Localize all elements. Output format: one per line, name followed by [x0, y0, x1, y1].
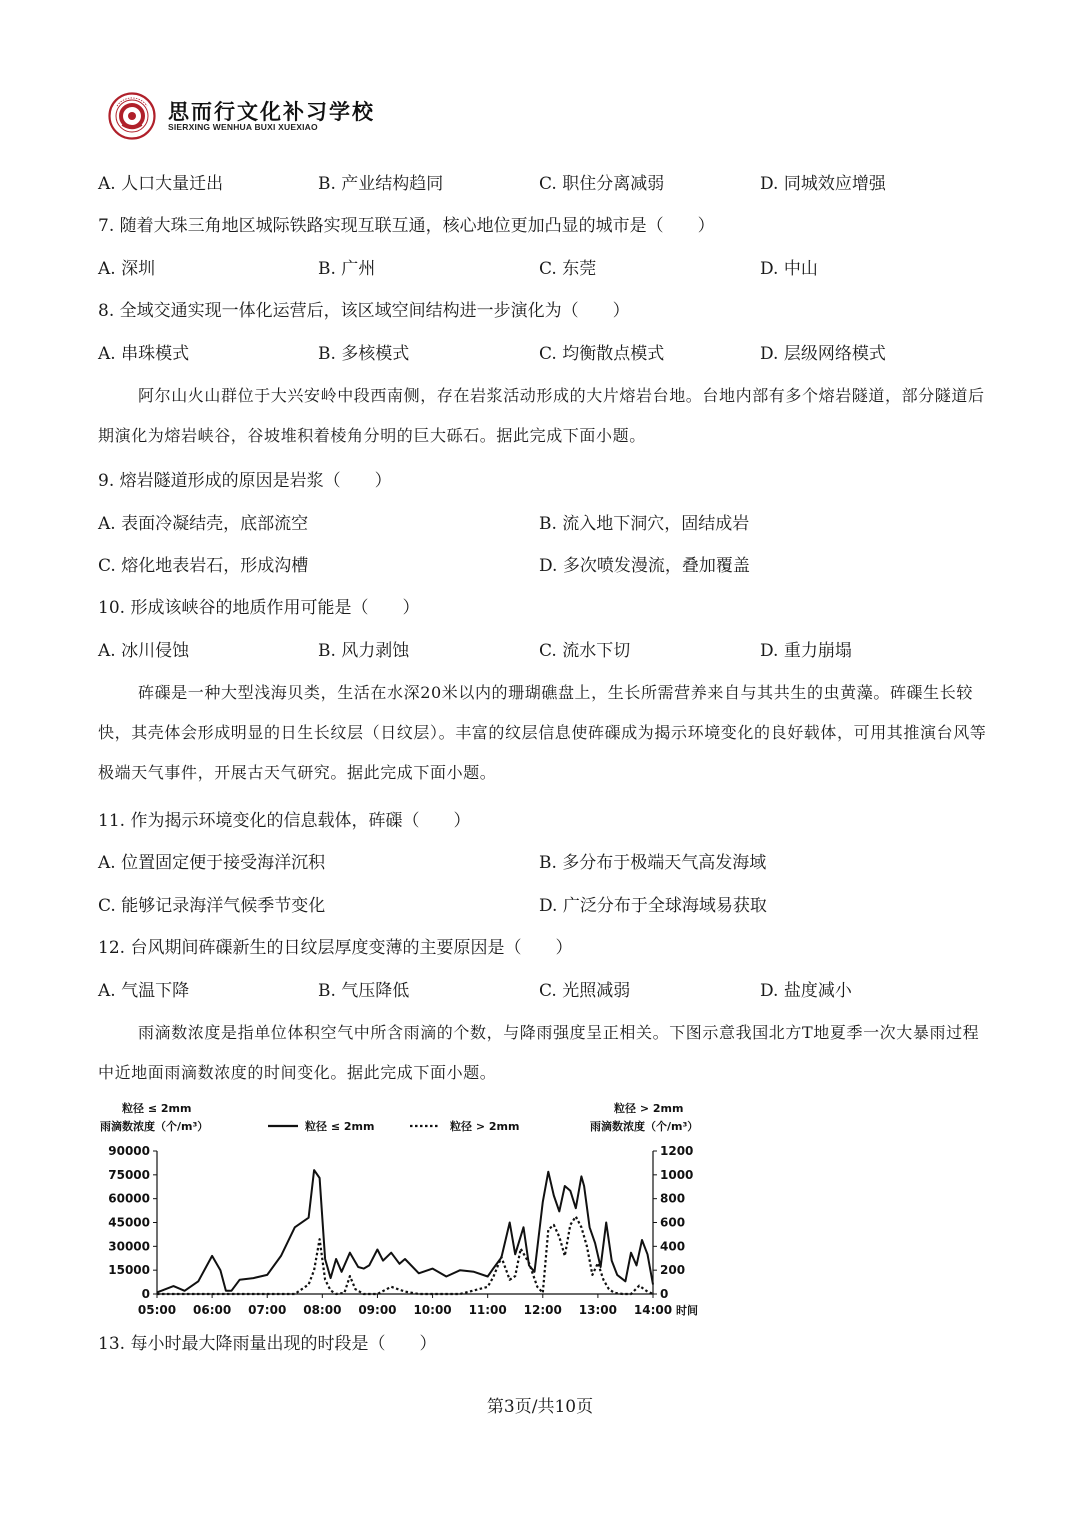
- q8-option-d: D. 层级网络模式: [760, 344, 886, 364]
- school-name: 思而行文化补习学校: [168, 100, 375, 124]
- right-y-tick-label: 0: [660, 1287, 669, 1301]
- q8-option-c: C. 均衡散点模式: [539, 344, 665, 364]
- q6-option-d: D. 同城效应增强: [760, 174, 886, 194]
- q7-option-a: A. 深圳: [98, 259, 156, 279]
- q12-option-b: B. 气压降低: [318, 981, 410, 1001]
- passage-giant-clam: 砗磲是一种大型浅海贝类，生活在水深20米以内的珊瑚礁盘上，生长所需营养来自与其共生的虫黄藻。砗磲生长较快，其壳体会形成明显的日生长纹层（日纹层）。丰富的纹层信息使砗磲成为揭示环境变化的良好载体，可用其推演台风等极端天气事件，开展古天气研究。据此完成下面小题。: [98, 683, 987, 782]
- series-line-large-drops: [157, 1217, 653, 1295]
- x-tick-label: 14:00: [633, 1303, 673, 1317]
- q10-option-a: A. 冰川侵蚀: [98, 641, 190, 661]
- q7-option-d: D. 中山: [760, 259, 818, 279]
- q11-option-c: C. 能够记录海洋气候季节变化: [98, 896, 326, 916]
- q7-stem: 7. 随着大珠三角地区城际铁路实现互联互通，核心地位更加凸显的城市是（ ）: [98, 216, 715, 236]
- q10-option-d: D. 重力崩塌: [760, 641, 852, 661]
- q11-option-d: D. 广泛分布于全球海域易获取: [539, 896, 767, 916]
- page-number: 第3页/共10页: [486, 1397, 594, 1417]
- right-y-tick-label: 1200: [660, 1144, 694, 1158]
- q6-option-a: A. 人口大量迁出: [98, 174, 224, 194]
- raindrop-concentration-chart: [92, 1096, 722, 1326]
- q10-stem: 10. 形成该峡谷的地质作用可能是（ ）: [98, 598, 420, 618]
- q12-option-d: D. 盐度减小: [760, 981, 852, 1001]
- q9-option-d: D. 多次喷发漫流，叠加覆盖: [539, 556, 750, 576]
- q8-stem: 8. 全域交通实现一体化运营后，该区域空间结构进一步演化为（ ）: [98, 301, 630, 321]
- right-y-tick-label: 400: [660, 1239, 686, 1254]
- x-tick-label: 05:00: [137, 1303, 177, 1317]
- q13-stem: 13. 每小时最大降雨量出现的时段是（ ）: [98, 1334, 437, 1354]
- left-y-tick-label: 90000: [108, 1144, 150, 1158]
- passage-lava-tunnel: 阿尔山火山群位于大兴安岭中段西南侧，存在岩浆活动形成的大片熔岩台地。台地内部有多个熔岩隧道，部分隧道后期演化为熔岩峡谷，谷坡堆积着棱角分明的巨大砾石。据此完成下面小题。: [98, 386, 985, 445]
- right-axis-title-1: 粒径 > 2mm: [614, 1102, 684, 1115]
- x-tick-label: 07:00: [248, 1303, 287, 1317]
- left-y-tick-label: 75000: [108, 1167, 150, 1182]
- q7-option-c: C. 东莞: [539, 259, 597, 279]
- legend-label-large: 粒径 > 2mm: [450, 1120, 520, 1133]
- left-y-tick-label: 60000: [108, 1191, 150, 1206]
- x-tick-label: 09:00: [358, 1303, 397, 1317]
- series-line-small-drops: [157, 1170, 653, 1292]
- q6-option-c: C. 职住分离减弱: [539, 174, 665, 194]
- q12-option-c: C. 光照减弱: [539, 981, 631, 1001]
- right-y-tick-label: 200: [660, 1263, 686, 1278]
- q9-stem: 9. 熔岩隧道形成的原因是岩浆（ ）: [98, 471, 392, 491]
- q11-stem: 11. 作为揭示环境变化的信息载体，砗磲（ ）: [98, 811, 471, 831]
- left-axis-title-2: 雨滴数浓度（个/m³）: [100, 1120, 209, 1133]
- q7-option-b: B. 广州: [318, 259, 376, 279]
- right-y-tick-label: 1000: [660, 1167, 694, 1182]
- left-y-tick-label: 45000: [108, 1215, 150, 1230]
- school-name-pinyin: SIERXING WENHUA BUXI XUEXIAO: [168, 122, 318, 132]
- q6-option-b: B. 产业结构趋同: [318, 174, 444, 194]
- q10-option-b: B. 风力剥蚀: [318, 641, 410, 661]
- school-header: [108, 92, 408, 142]
- x-tick-label: 11:00: [468, 1303, 507, 1317]
- q9-option-b: B. 流入地下洞穴，固结成岩: [539, 514, 750, 534]
- q11-option-b: B. 多分布于极端天气高发海域: [539, 853, 767, 873]
- q8-option-a: A. 串珠模式: [98, 344, 190, 364]
- q8-option-b: B. 多核模式: [318, 344, 410, 364]
- q9-option-c: C. 熔化地表岩石，形成沟槽: [98, 556, 309, 576]
- right-y-tick-label: 600: [660, 1215, 686, 1230]
- q11-option-a: A. 位置固定便于接受海洋沉积: [98, 853, 326, 873]
- x-tick-label: 12:00: [523, 1303, 562, 1317]
- x-tick-label: 10:00: [413, 1303, 452, 1317]
- left-y-tick-label: 15000: [108, 1263, 150, 1278]
- q12-stem: 12. 台风期间砗磲新生的日纹层厚度变薄的主要原因是（ ）: [98, 938, 573, 958]
- x-tick-label: 13:00: [578, 1303, 617, 1317]
- school-seal-logo: [108, 92, 156, 140]
- passage-raindrop: 雨滴数浓度是指单位体积空气中所含雨滴的个数，与降雨强度呈正相关。下图示意我国北方T地夏季一次大暴雨过程中近地面雨滴数浓度的时间变化。据此完成下面小题。: [98, 1023, 980, 1082]
- left-y-tick-label: 0: [141, 1287, 150, 1301]
- right-axis-title-2: 雨滴数浓度（个/m³）: [590, 1120, 699, 1133]
- left-y-tick-label: 30000: [108, 1239, 150, 1254]
- x-tick-label: 08:00: [303, 1303, 342, 1317]
- q9-option-a: A. 表面冷凝结壳，底部流空: [98, 514, 309, 534]
- right-y-tick-label: 800: [660, 1191, 686, 1206]
- q10-option-c: C. 流水下切: [539, 641, 631, 661]
- x-tick-label: 06:00: [193, 1303, 232, 1317]
- q12-option-a: A. 气温下降: [98, 981, 190, 1001]
- legend-label-small: 粒径 ≤ 2mm: [305, 1120, 375, 1133]
- left-axis-title-1: 粒径 ≤ 2mm: [122, 1102, 192, 1115]
- x-axis-label: 时间: [676, 1304, 698, 1317]
